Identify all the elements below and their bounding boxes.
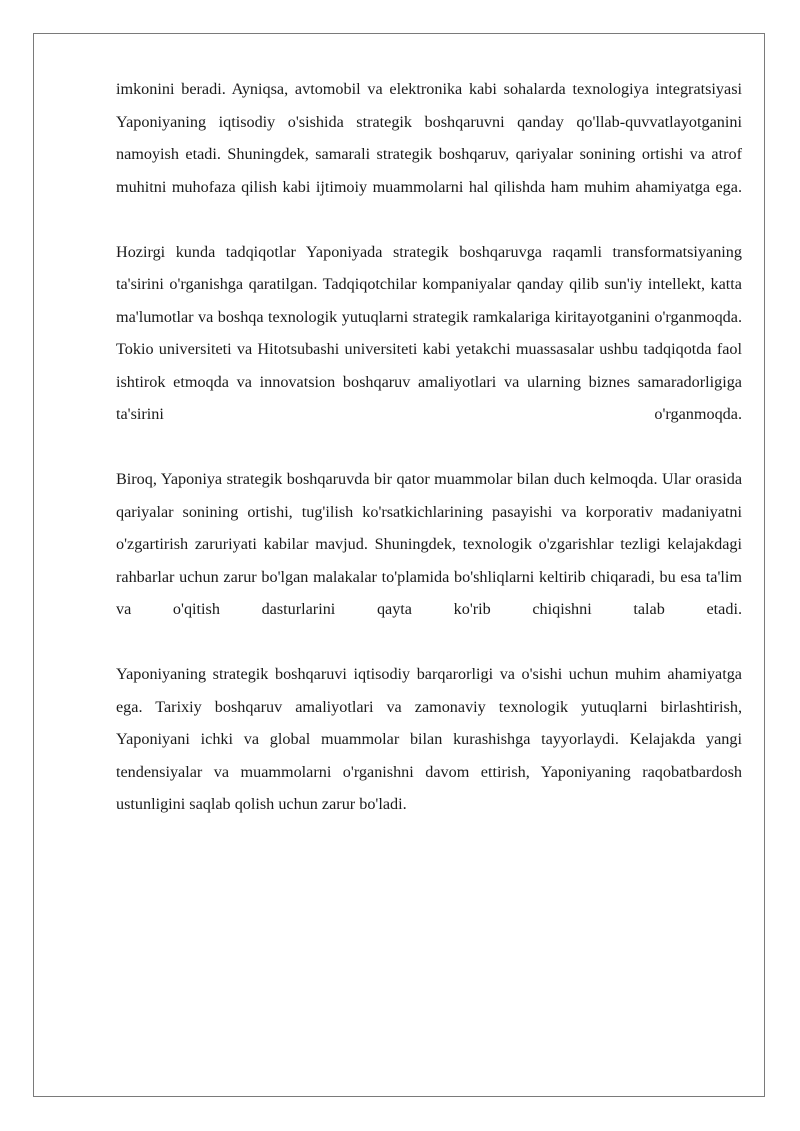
- paragraph-2: Hozirgi kunda tadqiqotlar Yaponiyada strategik boshqaruvga raqamli transformatsiyaning ta'sirini o'rganishga qaratilgan. Tadqiqotchilar kompaniyalar qanday qilib sun'iy intellekt, katta ma'lumotlar va boshqa texnologik yutuqlarni strategik ramkalariga kiritayotganini o'rganmoqda. Tokio universiteti va Hitotsubashi universiteti kabi yetakchi muassasalar ushbu tadqiqotda faol ishtirok etmoqda va innovatsion boshqaruv amaliyotlari va ularning biznes samaradorligiga ta'sirini o'rganmoqda.: [116, 242, 742, 423]
- document-body: [116, 73, 742, 853]
- paragraph-1: imkonini beradi. Ayniqsa, avtomobil va elektronika kabi sohalarda texnologiya integratsiyasi Yaponiyaning iqtisodiy o'sishida strategik boshqaruvni qanday qo'llab-quvvatlayotganini namoyish etadi. Shuningdek, samarali strategik boshqaruv, qariyalar sonining ortishi va atrof muhitni muhofaza qilish kabi ijtimoiy muammolarni hal qilishda ham muhim ahamiyatga ega.: [116, 80, 742, 196]
- paragraph-4: Yaponiyaning strategik boshqaruvi iqtisodiy barqarorligi va o'sishi uchun muhim ahamiyatga ega. Tarixiy boshqaruv amaliyotlari va zamonaviy texnologik yutuqlarni birlashtirish, Yaponiyani ichki va global muammolar bilan kurashishga tayyorlaydi. Kelajakda yangi tendensiyalar va muammolarni o'rganishni davom ettirish, Yaponiyaning raqobatbardosh ustunligini saqlab qolish uchun zarur bo'ladi.: [116, 665, 742, 813]
- paragraph-3: Biroq, Yaponiya strategik boshqaruvda bir qator muammolar bilan duch kelmoqda. Ular orasida qariyalar sonining ortishi, tug'ilish ko'rsatkichlarining pasayishi va korporativ madaniyatni o'zgartirish zaruriyati kabilar mavjud. Shuningdek, texnologik o'zgarishlar tezligi kelajakdagi rahbarlar uchun zarur bo'lgan malakalar to'plamida bo'shliqlarni keltirib chiqaradi, bu esa ta'lim va o'qitish dasturlarini qayta ko'rib chiqishni talab etadi.: [116, 470, 742, 618]
